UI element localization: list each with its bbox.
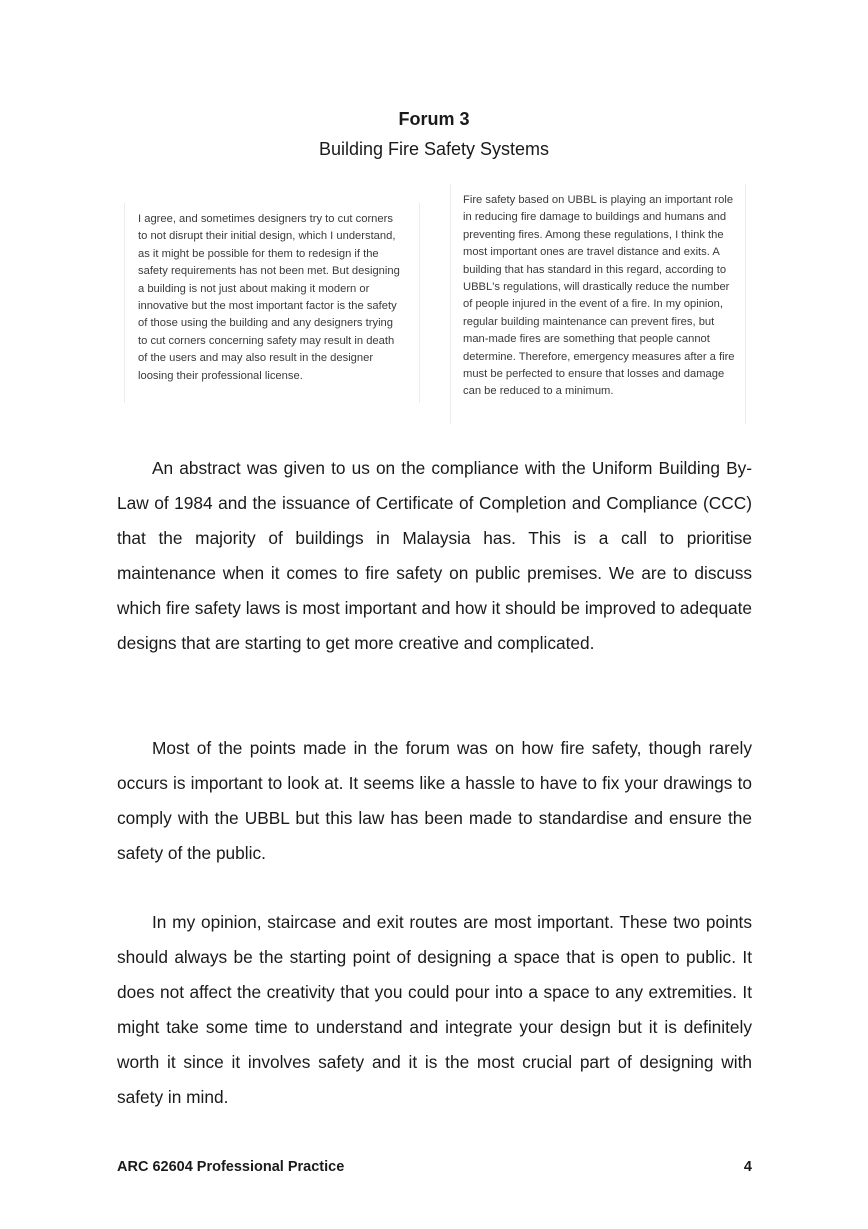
footer-course: ARC 62604 Professional Practice bbox=[117, 1159, 345, 1175]
forum-post-text: Fire safety based on UBBL is playing an important role in reducing fire damage to buildings and humans and preventing fires. Among these regulations, I think the most important ones are travel distance and exits. A building that has standard in this regard, according to UBBL's regulations, will drastically reduce the number of people injured in the event of a fire. In my opinion, regular building maintenance can prevent fires, but man-made fires are something that people cannot determine. Therefore, emergency measures after a fire must be perfected to ensure that losses and damage can be reduced to a minimum. bbox=[463, 194, 735, 398]
forum-post-text: I agree, and sometimes designers try to cut corners to not disrupt their initial design, which I understand, as it might be possible for them to redesign if the safety requirements has not been met. But designing a building is not just about making it modern or innovative but the most important factor is the safety of those using the building and any designers trying to cut corners concerning safety may result in death of the users and may also result in the designer loosing their professional license. bbox=[138, 213, 400, 382]
body-paragraph-1: An abstract was given to us on the compliance with the Uniform Building By-Law of 1984 and the issuance of Certificate of Completion and Compliance (CCC) that the majority of buildings in Malaysia has. This is a call to prioritise maintenance when it comes to fire safety on public premises. We are to discuss which fire safety laws is most important and how it should be improved to adequate designs that are starting to get more creative and complicated. bbox=[117, 458, 752, 653]
body-paragraph-3: In my opinion, staircase and exit routes are most important. These two points should always be the starting point of designing a space that is open to public. It does not affect the creativity that you could pour into a space to any extremities. It might take some time to understand and integrate your design but it is definitely worth it since it involves safety and it is the most crucial part of designing with safety in mind. bbox=[117, 912, 752, 1107]
footer-page-number: 4 bbox=[743, 1159, 752, 1175]
page-title: Forum 3 bbox=[398, 109, 470, 129]
forum-post-left bbox=[124, 203, 420, 403]
page-subtitle: Building Fire Safety Systems bbox=[318, 139, 550, 159]
body-paragraph-2: Most of the points made in the forum was on how fire safety, though rarely occurs is important to look at. It seems like a hassle to have to fix your drawings to comply with the UBBL but this law has been made to standardise and ensure the safety of the public. bbox=[117, 738, 752, 863]
forum-post-right bbox=[450, 184, 746, 424]
